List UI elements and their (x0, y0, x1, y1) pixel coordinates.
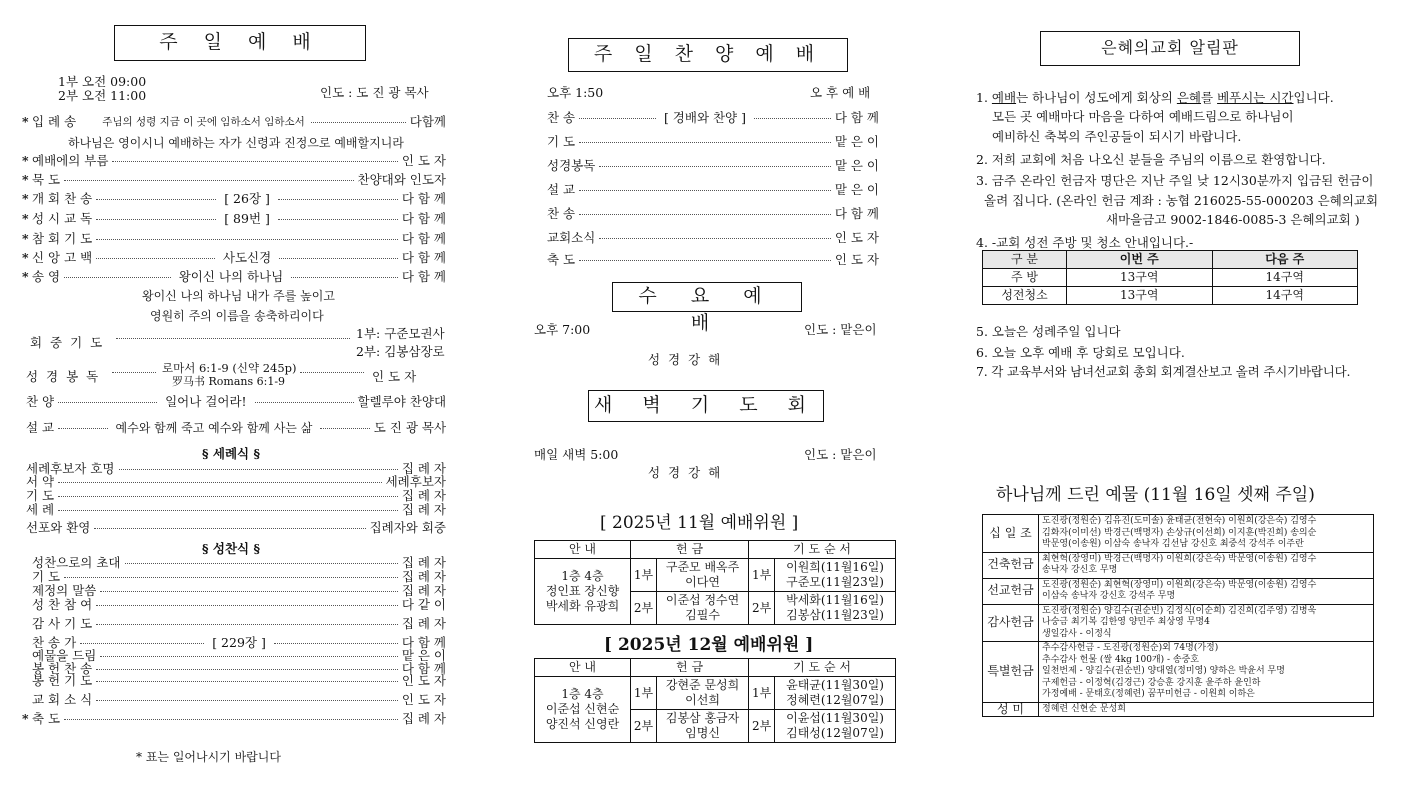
offering-line: 송낙자 강신호 무명 (1042, 565, 1118, 575)
service-cell: 2부 (749, 592, 775, 625)
dec-committee-table (534, 658, 896, 743)
offering-category: 특별헌금 (983, 642, 1039, 703)
service-cell: 1부 (749, 677, 775, 710)
communion-item: 교 회 소 식 인 도 자 (32, 692, 446, 707)
prayer-cell: 이윤섭(11월30일) 김태성(12월07일) (775, 710, 896, 743)
offering-line: 도진광(정원순) 김유진(도미솔) 윤태균(전현숙) 이원희(강은숙) 김영수 (1042, 516, 1317, 526)
dawn-prayer-title: 새 벽 기 도 회 (588, 390, 824, 422)
baptism-item: 기 도 집 례 자 (26, 488, 446, 503)
offering-names (1039, 578, 1374, 604)
baptism-item: 세 례 집 례 자 (26, 502, 446, 517)
offering-row (983, 515, 1374, 553)
prayer-cell: 윤태균(11월30일) 정혜련(12월07일) (775, 677, 896, 710)
service-cell: 2부 (749, 710, 775, 743)
prayer-cell: 박세화(11월16일) 김봉삼(11월23일) (775, 592, 896, 625)
col-header: 이번 주 (1067, 251, 1213, 269)
praise-item: 찬 송 [ 경배와 찬양 ] 다 함 께 (547, 110, 879, 125)
baptism-item: 선포와 환영 집례자와 회중 (26, 520, 446, 535)
offering-line: 김화자(이미선) 박경근(백명자) 손상규(이선희) 이지훈(박진희) 송의순 (1042, 527, 1317, 538)
order-item-entrance: * 입 례 송 주님의 성령 지금 이 곳에 임하소서 임하소서 다함께 (22, 114, 446, 129)
praise-item: 기 도 맡 은 이 (547, 134, 879, 149)
offering-line: 추수감사헌금 - 도진광(정원순)외 74명(가정) (1042, 643, 1219, 653)
service-cell: 2부 (631, 592, 657, 625)
offering-line: 구제헌금 - 이정혁(김경근) 강승훈 강지훈 윤주하 윤인하 (1042, 677, 1261, 688)
offering-row (983, 604, 1374, 642)
praise-worship-title: 주 일 찬 양 예 배 (568, 38, 848, 72)
congregational-prayer-line (112, 330, 354, 346)
entrance-verse: 하나님은 영이시니 예배하는 자가 신령과 진정으로 예배할지니라 (68, 136, 404, 150)
wednesday-time: 오후 7:00 (534, 322, 591, 337)
baptism-heading: § 세례식 § (202, 446, 261, 461)
prayer-cell: 이원희(11월16일) 구준모(11월23일) (775, 559, 896, 592)
offering-cell: 강현준 문성희 이선희 (657, 677, 749, 710)
communion-item: * 축 도 집 례 자 (22, 711, 446, 726)
praise-item: 찬 송 다 함 께 (547, 206, 879, 221)
nov-committee-title: [ 2025년 11월 예배위원 ] (600, 513, 799, 533)
offering-line: 도진광(정원순) 최현혁(장영미) 이원희(강은숙) 박문영(이송원) 김영수 (1042, 579, 1317, 590)
offering-line: 가정예배 - 문태호(정혜련) 꿈꾸미헌금 - 이원희 이하은 (1042, 689, 1255, 699)
service-cell: 1부 (631, 559, 657, 592)
communion-item: 봉 헌 기 도 인 도 자 (32, 673, 446, 688)
offering-line: 정혜련 신현순 문성희 (1042, 703, 1126, 714)
baptism-item: 세례후보자 호명 집 례 자 (26, 461, 446, 476)
offering-names (1039, 604, 1374, 642)
offering-category: 감사헌금 (983, 604, 1039, 642)
communion-item: 기 도 집 례 자 (32, 569, 446, 584)
col-header: 구 분 (983, 251, 1067, 269)
scripture-reader: 인 도 자 (372, 369, 417, 384)
offering-names (1039, 515, 1374, 553)
offering-names (1039, 552, 1374, 578)
col-header: 안 내 (535, 659, 631, 677)
offering-line: 최현혁(장영미) 박경근(백명자) 이원희(강은숙) 박문영(이송원) 김영수 (1042, 553, 1317, 564)
dawn-prayer-leader: 인도 : 맡은이 (804, 447, 877, 462)
notice-4: 4. -교회 성전 주방 및 청소 안내입니다.- (976, 235, 1194, 250)
guide-cell: 1층 4층 이준섭 신현순 양진석 신영란 (535, 677, 631, 743)
notice-3-line-2: 올려 집니다. (온라인 헌금 계좌 : 농협 216025-55-000203 은혜의교회 (984, 193, 1379, 208)
praise-worship-type: 오 후 예 배 (810, 85, 871, 100)
offering-row (983, 552, 1374, 578)
wednesday-title: 수 요 예 배 (612, 282, 802, 312)
communion-item: 예물을 드림 맡 은 이 (32, 648, 446, 663)
offering-row (983, 702, 1374, 717)
notice-6: 6. 오늘 오후 예배 후 당회로 모입니다. (976, 345, 1185, 360)
offering-line: 도진광(정원순) 양길수(권순빈) 김정식(이순희) 김진희(김주영) 김병욱 (1042, 605, 1317, 616)
dawn-prayer-time: 매일 새벽 5:00 (534, 447, 619, 462)
offering-row (983, 578, 1374, 604)
offering-names (1039, 702, 1374, 717)
dec-committee-title: [ 2025년 12월 예배위원 ] (604, 635, 814, 655)
praise-item: 성경봉독 맡 은 이 (547, 158, 879, 173)
order-item-silent-prayer: * 묵 도 찬양대와 인도자 (22, 172, 446, 187)
offerings-table (982, 514, 1374, 717)
sunday-worship-panel (0, 0, 460, 790)
notice-1-line-3: 예비하신 축복의 주인공들이 되시기 바랍니다. (992, 129, 1242, 144)
offering-line: 이삼숙 송낙자 강신호 강석주 무명 (1042, 591, 1176, 601)
offering-line: 나숭금 최기복 김한영 양민주 최상영 무명4 (1042, 617, 1210, 627)
doxology-line-1: 왕이신 나의 하나님 내가 주를 높이고 (142, 289, 335, 303)
notice-3-line-1: 3. 금주 온라인 헌금자 명단은 지난 주일 낮 12시30분까지 입금된 헌금이 (976, 173, 1374, 188)
scripture-dots-left (108, 364, 160, 380)
offering-line: 추수감사 헌물 (쌀 4kg 100개) - 송중호 (1042, 654, 1199, 665)
communion-item: 찬 송 가 [ 229장 ] 다 함 께 (32, 635, 447, 650)
wednesday-leader: 인도 : 맡은이 (804, 322, 877, 337)
order-item-sermon: 설 교 예수와 함께 죽고 예수와 함께 사는 삶 도 진 광 목사 (26, 420, 447, 435)
col-header: 기 도 순 서 (749, 541, 896, 559)
scripture-label: 성 경 봉 독 (26, 369, 101, 384)
offering-names (1039, 642, 1374, 703)
order-item-opening-hymn: * 개 회 찬 송 [ 26장 ] 다 함 께 (22, 191, 447, 206)
prayer-2: 2부: 김봉삼장로 (356, 344, 445, 359)
communion-item: 봉 헌 찬 송 다 함 께 (32, 661, 446, 676)
praise-item: 교회소식 인 도 자 (547, 230, 879, 245)
offerings-title: 하나님께 드린 예물 (11월 16일 셋째 주일) (996, 485, 1315, 505)
notice-2: 2. 저희 교회에 처음 나오신 분들을 주님의 이름으로 환영합니다. (976, 152, 1326, 167)
sunday-worship-title: 주 일 예 배 (114, 25, 366, 61)
communion-item: 감 사 기 도 집 례 자 (32, 616, 446, 631)
order-item-doxology: * 송 영 왕이신 나의 하나님 다 함 께 (22, 269, 446, 284)
table-row: 주 방 13구역 14구역 (983, 269, 1358, 287)
afternoon-worship-panel (528, 0, 900, 790)
order-item-creed: * 신 앙 고 백 사도신경 다 함 께 (22, 250, 447, 265)
offering-category: 선교헌금 (983, 578, 1039, 604)
scripture-passage: 로마서 6:1-9 (신약 245p) (162, 361, 297, 375)
notice-3-line-3: 새마을금고 9002-1846-0085-3 은혜의교회 ) (1106, 212, 1360, 227)
dawn-prayer-content: 성 경 강 해 (648, 465, 723, 480)
service-time-1: 1부 오전 09:00 (58, 74, 147, 89)
offering-cell: 구준모 배옥주 이다연 (657, 559, 749, 592)
offering-category: 십 일 조 (983, 515, 1039, 553)
praise-item: 설 교 맡 은 이 (547, 182, 879, 197)
notices-title: 은혜의교회 알림판 (1040, 31, 1300, 66)
offering-row (983, 642, 1374, 703)
order-item-anthem: 찬 양 일어나 걸어라! 할렐루야 찬양대 (26, 394, 447, 409)
table-row: 성전청소 13구역 14구역 (983, 287, 1358, 305)
notice-1-line-2: 모든 곳 예배마다 마음을 다하여 예배드림으로 하나님이 (992, 109, 1294, 124)
offering-cell: 김봉삼 홍금자 임명신 (657, 710, 749, 743)
communion-heading: § 성찬식 § (202, 541, 261, 556)
notice-7: 7. 각 교육부서와 남녀선교회 총회 회계결산보고 올려 주시기바랍니다. (976, 364, 1351, 379)
col-header: 안 내 (535, 541, 631, 559)
praise-worship-time: 오후 1:50 (547, 85, 604, 100)
scripture-passage-alt: 罗马书 Romans 6:1-9 (172, 375, 286, 388)
col-header: 헌 금 (631, 659, 749, 677)
offering-line: 일천번제 - 양길수(권순빈) 양대열(정미영) 양하은 박윤서 무명 (1042, 666, 1285, 676)
offering-line: 생일감사 - 이정식 (1042, 628, 1112, 639)
notices-panel (962, 0, 1403, 790)
nov-committee-table (534, 540, 896, 625)
order-item-confession: * 참 회 기 도 다 함 께 (22, 231, 446, 246)
notice-1: 1. 예배는 하나님이 성도에게 회상의 은혜를 베푸시는 시간입니다. (976, 90, 1334, 105)
notice-5: 5. 오늘은 성례주일 입니다 (976, 324, 1121, 339)
col-header: 헌 금 (631, 541, 749, 559)
baptism-item: 서 약 세례후보자 (26, 474, 446, 489)
order-item-call: * 예배에의 부름 인 도 자 (22, 153, 446, 168)
col-header: 다음 주 (1212, 251, 1358, 269)
praise-item: 축 도 인 도 자 (547, 252, 879, 267)
scripture-dots-right (296, 364, 368, 380)
communion-item: 성찬으로의 초대 집 례 자 (32, 555, 446, 570)
offering-line: 박문영(이송원) 이삼숙 송낙자 김선남 강신호 최중석 강석주 이주란 (1042, 539, 1304, 549)
guide-cell: 1층 4층 정인표 장신향 박세화 유광희 (535, 559, 631, 625)
wednesday-content: 성 경 강 해 (648, 352, 723, 367)
footnote: * 표는 일어나시기 바랍니다 (136, 750, 281, 764)
service-time-2: 2부 오전 11:00 (58, 88, 147, 103)
offering-cell: 이준섭 정수연 김필수 (657, 592, 749, 625)
communion-item: 제정의 말씀 집 례 자 (32, 583, 446, 598)
communion-item: 성 찬 참 여 다 같 이 (32, 597, 446, 612)
service-cell: 2부 (631, 710, 657, 743)
offering-category: 성 미 (983, 702, 1039, 717)
service-cell: 1부 (749, 559, 775, 592)
offering-category: 건축헌금 (983, 552, 1039, 578)
prayer-1: 1부: 구준모권사 (356, 326, 445, 341)
doxology-line-2: 영원히 주의 이름을 송축하리이다 (150, 309, 324, 323)
cleaning-table (982, 250, 1358, 305)
service-cell: 1부 (631, 677, 657, 710)
col-header: 기 도 순 서 (749, 659, 896, 677)
service-leader: 인도 : 도 진 광 목사 (320, 85, 429, 100)
congregational-prayer-label: 회 중 기 도 (30, 335, 105, 350)
order-item-responsive-reading: * 성 시 교 독 [ 89번 ] 다 함 께 (22, 211, 447, 226)
